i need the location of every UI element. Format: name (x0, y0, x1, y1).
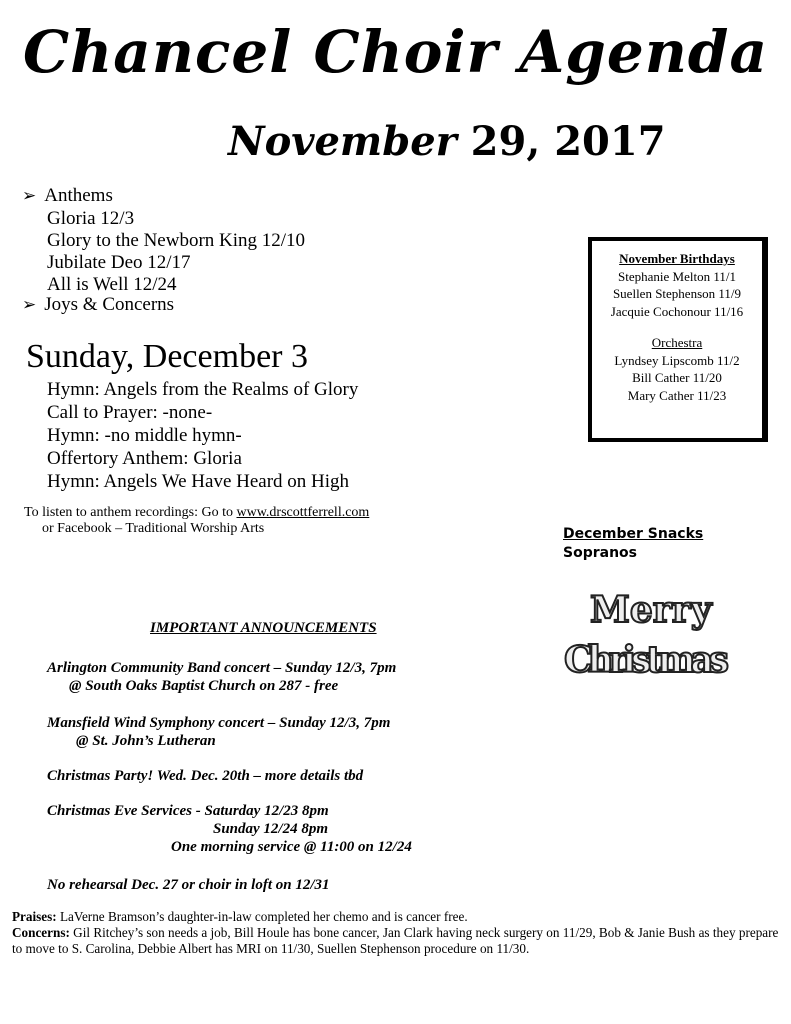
announcement-text: Arlington Community Band concert – Sunday 12/3, 7pm (47, 660, 397, 676)
service-item: Call to Prayer: -none- (47, 402, 213, 423)
announcement-wind-symphony (47, 714, 390, 750)
svg-text:Christmas: Christmas (564, 639, 729, 680)
joys-label: Joys & Concerns (44, 294, 175, 315)
orchestra-heading: Orchestra (651, 335, 703, 350)
anthem-item: Glory to the Newborn King 12/10 (47, 230, 306, 251)
listen-note (24, 505, 369, 537)
snacks-section (563, 525, 703, 563)
service-item: Offertory Anthem: Gloria (47, 448, 242, 469)
arrow-bullet-icon: ➢ (22, 186, 37, 205)
announcement-text: Christmas Eve Services - Saturday 12/23 8pm (47, 803, 329, 819)
praises-label: Praises: (12, 909, 57, 924)
snacks-heading: December Snacks (563, 526, 704, 542)
facebook-note: or Facebook – Traditional Worship Arts (42, 521, 265, 536)
date-month: November (228, 118, 457, 165)
sunday-order (47, 378, 358, 493)
birthday-item: Stephanie Melton 11/1 (618, 268, 736, 284)
announcement-detail: @ St. John’s Lutheran (76, 733, 216, 749)
announcement-detail: One morning service @ 11:00 on 12/24 (171, 839, 412, 855)
service-item: Hymn: Angels from the Realms of Glory (47, 379, 359, 400)
announcement-band (47, 659, 396, 695)
announcement-no-rehearsal: No rehearsal Dec. 27 or choir in loft on 12/31 (47, 877, 330, 893)
arrow-bullet-icon: ➢ (22, 295, 37, 314)
announcement-party: Christmas Party! Wed. Dec. 20th – more details tbd (47, 768, 364, 784)
agenda-date (228, 118, 666, 165)
service-item: Hymn: Angels We Have Heard on High (47, 471, 350, 492)
joys-heading (22, 294, 174, 316)
anthems-label: Anthems (44, 185, 113, 206)
birthdays-heading: November Birthdays (619, 251, 735, 266)
orchestra-item: Lyndsey Lipscomb 11/2 (614, 352, 740, 368)
announcement-detail: Sunday 12/24 8pm (213, 821, 329, 837)
page-title: Chancel Choir Agenda (22, 18, 769, 86)
anthem-item: Jubilate Deo 12/17 (47, 252, 191, 273)
praises-concerns (12, 909, 782, 957)
concerns-label: Concerns: (12, 925, 70, 940)
listen-prefix: To listen to anthem recordings: Go to (24, 505, 237, 520)
anthems-heading (22, 185, 113, 207)
birthdays-box (588, 237, 768, 442)
praises-text: LaVerne Bramson’s daughter-in-law completed her chemo and is cancer free. (56, 909, 468, 924)
date-rest: 29, 2017 (456, 118, 666, 165)
svg-text:Merry: Merry (590, 589, 712, 631)
website-link[interactable]: www.drscottferrell.com (236, 505, 370, 520)
merry-christmas-clipart (560, 580, 735, 680)
announcement-text: Mansfield Wind Symphony concert – Sunday 12/3, 7pm (47, 715, 391, 731)
announcement-detail: @ South Oaks Baptist Church on 287 - free (69, 678, 339, 694)
concerns-text: Gil Ritchey’s son needs a job, Bill Houle has bone cancer, Jan Clark having neck surgery on 11/29, Bob & Janie Bush as they prepare to move to S. Carolina, Debbie Albert has MRI on 11/30, Suellen Stephenson procedure on 11/30. (12, 925, 779, 956)
announcement-christmas-eve (47, 802, 412, 856)
birthday-item: Suellen Stephenson 11/9 (612, 286, 742, 301)
anthem-item: All is Well 12/24 (47, 274, 177, 295)
service-item: Hymn: -no middle hymn- (47, 425, 242, 446)
birthday-item: Jacquie Cochonour 11/16 (610, 303, 744, 319)
anthems-list (47, 208, 305, 296)
orchestra-item: Mary Cather 11/23 (627, 387, 727, 403)
snacks-group: Sopranos (563, 545, 637, 561)
sunday-heading: Sunday, December 3 (26, 338, 308, 375)
anthem-item: Gloria 12/3 (47, 208, 135, 229)
announcements-heading: IMPORTANT ANNOUNCEMENTS (150, 620, 377, 636)
orchestra-item: Bill Cather 11/20 (632, 370, 722, 385)
